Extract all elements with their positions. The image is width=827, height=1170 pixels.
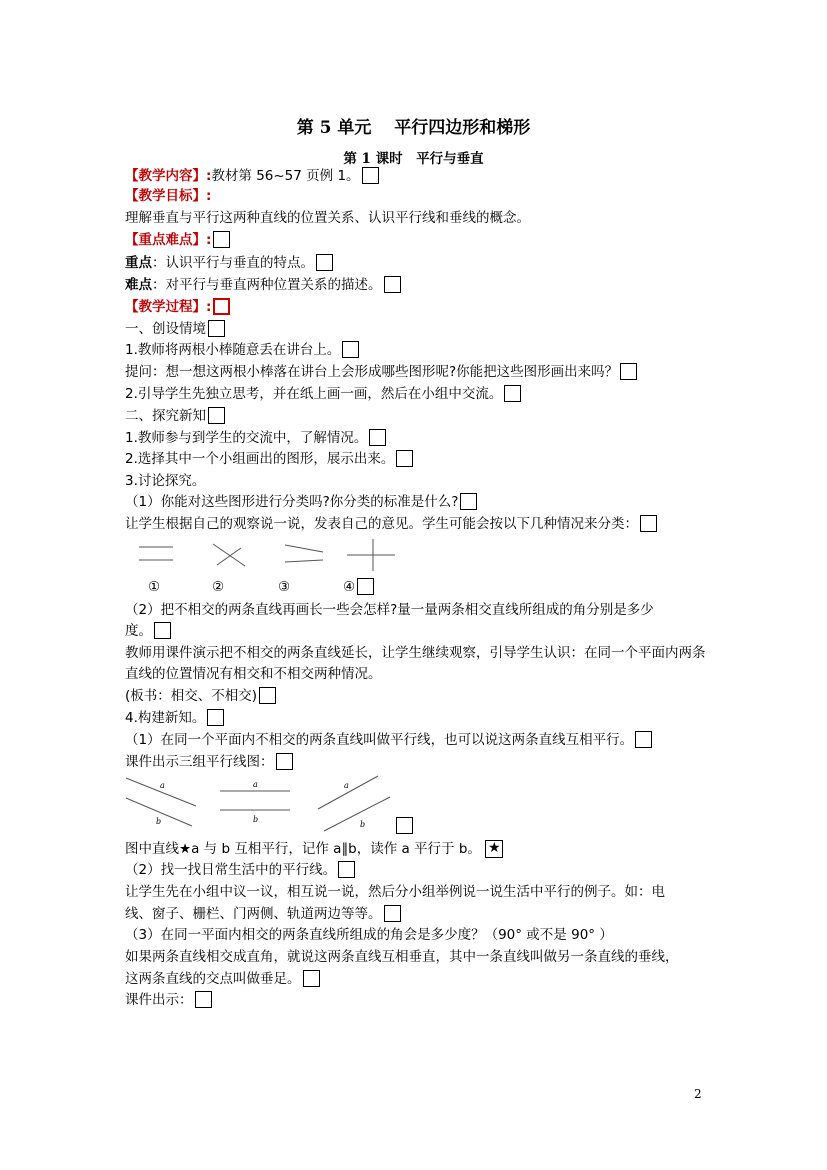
- checkbox[interactable]: [342, 341, 359, 358]
- parallel-lines-figure: [120, 772, 395, 834]
- line-pairs-figure: [125, 538, 415, 578]
- question: 提问：想一想这两根小棒落在讲台上会形成哪些图形呢?你能把这些图形画出来吗？: [125, 362, 637, 382]
- pair2-label-b: b: [253, 815, 259, 824]
- figure-label-1: ①: [148, 579, 161, 595]
- pair3-label-b: b: [360, 820, 366, 829]
- pair1-label-a: a: [160, 781, 165, 790]
- checkbox[interactable]: [207, 709, 224, 726]
- page-title: 第 5 单元 平行四边形和梯形: [296, 118, 531, 138]
- section-one: 一、创设情境: [125, 319, 225, 339]
- checkbox[interactable]: [396, 817, 413, 834]
- explore-3-q2-cont: 度。: [125, 621, 171, 641]
- demo-text-cont: 直线的位置情况有相交和不相交两种情况。: [125, 666, 382, 682]
- star-icon[interactable]: ★: [485, 840, 503, 858]
- parallel-notation: 图中直线★a 与 b 互相平行，记作 a∥b，读作 a 平行于 b。 ★: [125, 839, 503, 859]
- checkbox[interactable]: [384, 276, 401, 293]
- parallel-definition: （1）在同一个平面内不相交的两条直线叫做平行线，也可以说这两条直线互相平行。: [125, 730, 652, 750]
- explore-2: 2.选择其中一个小组画出的图形，展示出来。: [125, 449, 413, 469]
- checkbox[interactable]: [208, 320, 225, 337]
- checkbox[interactable]: [208, 407, 225, 424]
- step-1: 1.教师将两根小棒随意丢在讲台上。: [125, 340, 359, 360]
- lesson-subtitle: 第 1 课时 平行与垂直: [343, 151, 484, 167]
- board-note: (板书：相交、不相交): [125, 686, 276, 706]
- checkbox[interactable]: [396, 450, 413, 467]
- step-2: 2.引导学生先独立思考，并在纸上画一画，然后在小组中交流。: [125, 384, 521, 404]
- key-points-head: 【重点难点】:: [125, 230, 230, 250]
- explore-3-q1: （1）你能对这些图形进行分类吗?你分类的标准是什么?: [125, 492, 477, 512]
- section-two: 二、探究新知: [125, 406, 225, 426]
- checkbox[interactable]: [635, 731, 652, 748]
- fig2-line-b: [217, 548, 241, 565]
- figure-label-4: ④: [343, 577, 374, 597]
- checkbox[interactable]: [384, 905, 401, 922]
- fig2-line-a: [213, 544, 245, 566]
- pair3-line-b: [324, 797, 390, 831]
- explore-3: 3.讨论探究。: [125, 473, 206, 489]
- checkbox[interactable]: [362, 167, 379, 184]
- checkbox[interactable]: [338, 861, 355, 878]
- pair3-label-a: a: [344, 781, 349, 790]
- fig3-line-a: [285, 545, 323, 552]
- parallel-figures-intro: 课件出示三组平行线图：: [125, 752, 293, 772]
- explore-3-classify: 让学生根据自己的观察说一说，发表自己的意见。学生可能会按以下几种情况来分类：: [125, 514, 657, 534]
- pair2-label-a: a: [253, 780, 258, 789]
- explore-1: 1.教师参与到学生的交流中，了解情况。: [125, 428, 386, 448]
- checkbox[interactable]: [213, 231, 230, 248]
- checkbox[interactable]: [154, 622, 171, 639]
- teaching-process-head: 【教学过程】:: [125, 297, 230, 317]
- checkbox[interactable]: [195, 991, 212, 1008]
- perpendicular-definition: 如果两条直线相交成直角，就说这两条直线互相垂直，其中一条直线叫做另一条直线的垂线，: [125, 949, 679, 965]
- checkbox[interactable]: [316, 254, 333, 271]
- demo-text: 教师用课件演示把不相交的两条直线延长，让学生继续观察，引导学生认识：在同一个平面内两条: [125, 645, 706, 661]
- discuss-examples: 让学生先在小组中议一议，相互说一说，然后分小组举例说一说生活中平行的例子。如：电: [125, 884, 665, 900]
- figure-label-2: ②: [212, 579, 225, 595]
- key-point: 重点：认识平行与垂直的特点。: [125, 253, 333, 273]
- pair1-label-b: b: [156, 817, 162, 826]
- checkbox[interactable]: [640, 515, 657, 532]
- teaching-goals-text: 理解垂直与平行这两种直线的位置关系、认识平行线和垂线的概念。: [125, 210, 530, 226]
- checkbox[interactable]: [357, 578, 374, 595]
- explore-3-q2: （2）把不相交的两条直线再画长一些会怎样?量一量两条相交直线所组成的角分别是多少: [125, 602, 654, 618]
- difficult-point: 难点：对平行与垂直两种位置关系的描述。: [125, 275, 401, 295]
- teaching-goals-head: 【教学目标】:: [125, 188, 212, 204]
- page-number: 2: [694, 1087, 702, 1101]
- courseware-show: 课件出示：: [125, 990, 212, 1010]
- fig3-line-b: [285, 560, 323, 562]
- checkbox[interactable]: [504, 385, 521, 402]
- perpendicular-question: （3）在同一平面内相交的两条直线所组成的角会是多少度？（90° 或不是 90° ）: [125, 927, 613, 943]
- figure-label-3: ③: [278, 579, 291, 595]
- perpendicular-definition-cont: 这两条直线的交点叫做垂足。: [125, 969, 320, 989]
- construct-new: 4.构建新知。: [125, 708, 224, 728]
- discuss-examples-cont: 线、窗子、栅栏、门两侧、轨道两边等等。: [125, 904, 401, 924]
- teaching-content: 【教学内容】:教材第 56~57 页例 1。: [125, 166, 379, 186]
- find-parallel: （2）找一找日常生活中的平行线。: [125, 860, 355, 880]
- checkbox[interactable]: [276, 753, 293, 770]
- checkbox[interactable]: [620, 363, 637, 380]
- checkbox[interactable]: [303, 970, 320, 987]
- checkbox[interactable]: [213, 298, 230, 315]
- checkbox[interactable]: [369, 429, 386, 446]
- checkbox[interactable]: [259, 687, 276, 704]
- checkbox[interactable]: [460, 493, 477, 510]
